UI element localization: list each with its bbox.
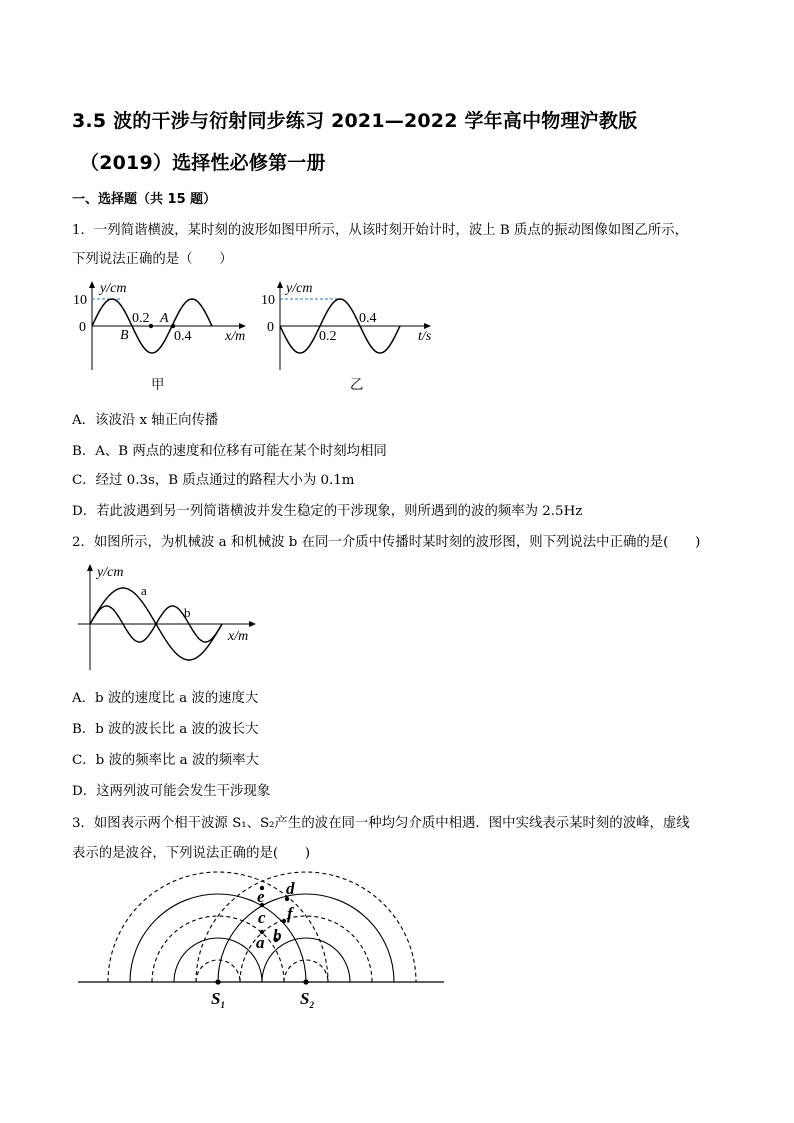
source-s2-dot [303,979,308,984]
q3-interference-figure [72,866,452,1016]
q2-y-arrow [87,564,93,571]
yi-tick-04: 0.4 [359,311,377,326]
s2-trough-arc [196,872,416,982]
yi-tick-02: 0.2 [319,329,337,344]
jia-label-a: A [160,311,169,326]
doc-title-line2: （2019）选择性必修第一册 [80,152,326,174]
q1-option-a: A．该波沿 x 轴正向传播 [72,413,219,428]
point-b-label: b [273,926,282,945]
q1-stem-line1: 1．一列简谐横波，某时刻的波形如图甲所示，从该时刻开始计时，波上 B 质点的振动图像如图乙所示， [72,223,689,238]
jia-tick-04: 0.4 [174,329,192,344]
source-s2-label: $S_2$ [300,989,314,1010]
s1-trough-arc [108,872,328,982]
jia-tick-02: 0.2 [132,311,150,326]
q2-ylabel: y/cm [97,565,124,580]
q2-option-c: C．b 波的频率比 a 波的频率大 [72,753,259,768]
q3-stem-line1: 3．如图表示两个相干波源 S₁、S₂产生的波在同一种均匀介质中相遇．图中实线表示某时刻的波峰，虚线 [72,816,690,831]
q2-option-d: D．这两列波可能会发生干涉现象 [72,784,271,799]
q1-figure-yi [255,278,440,390]
q1-caption-jia: 甲 [151,378,165,393]
source-s1-dot [215,979,220,984]
point-c-label: c [258,908,266,927]
point-f-dot [282,919,286,923]
point-e-label: e [257,887,265,906]
q2-label-b: b [184,605,191,620]
q3-stem-line2: 表示的是波谷，下列说法正确的是( ) [72,846,311,861]
yi-y0: 0 [267,320,274,335]
jia-y-arrow [89,281,95,288]
jia-label-b: B [120,328,129,343]
q1-stem-line2: 下列说法正确的是（ ） [72,252,233,267]
q1-option-d: D．若此波遇到另一列简谐横波并发生稳定的干涉现象，则所遇到的波的频率为 2.5Hz [72,504,583,519]
yi-xlabel: t/s [418,329,432,344]
jia-point-a [171,324,175,328]
jia-xlabel: x/m [225,329,246,344]
q1-option-c: C．经过 0.3s，B 质点通过的路程大小为 0.1m [72,473,355,488]
source-s1-label: $S_1$ [211,989,225,1010]
q2-xlabel: x/m [228,629,249,644]
jia-y0: 0 [79,320,86,335]
q2-label-a: a [141,583,147,598]
q2-figure [70,558,265,673]
q1-caption-yi: 乙 [350,378,364,393]
doc-title-line1: 3.5 波的干涉与衍射同步练习 2021—2022 学年高中物理沪教版 [72,110,638,132]
yi-ylabel: y/cm [286,281,313,296]
yi-y10: 10 [261,293,275,308]
section-heading: 一、选择题（共 15 题） [72,192,217,207]
q2-option-a: A．b 波的速度比 a 波的速度大 [72,691,259,706]
s1-wavefronts [108,872,328,982]
yi-y-arrow [277,281,283,288]
jia-y10: 10 [73,293,87,308]
jia-ylabel: y/cm [100,281,127,296]
q1-option-b: B．A、B 两点的速度和位移有可能在某个时刻均相同 [72,444,387,459]
point-d-label: d [286,879,295,898]
s2-wavefronts [196,872,416,982]
q2-option-b: B．b 波的波长比 a 波的波长大 [72,722,259,737]
q2-stem: 2．如图所示，为机械波 a 和机械波 b 在同一介质中传播时某时刻的波形图，则下列说法中正确的是( ) [72,535,701,550]
point-a-label: a [256,933,265,952]
point-f-label: f [287,904,293,923]
q2-x-arrow [249,621,256,627]
